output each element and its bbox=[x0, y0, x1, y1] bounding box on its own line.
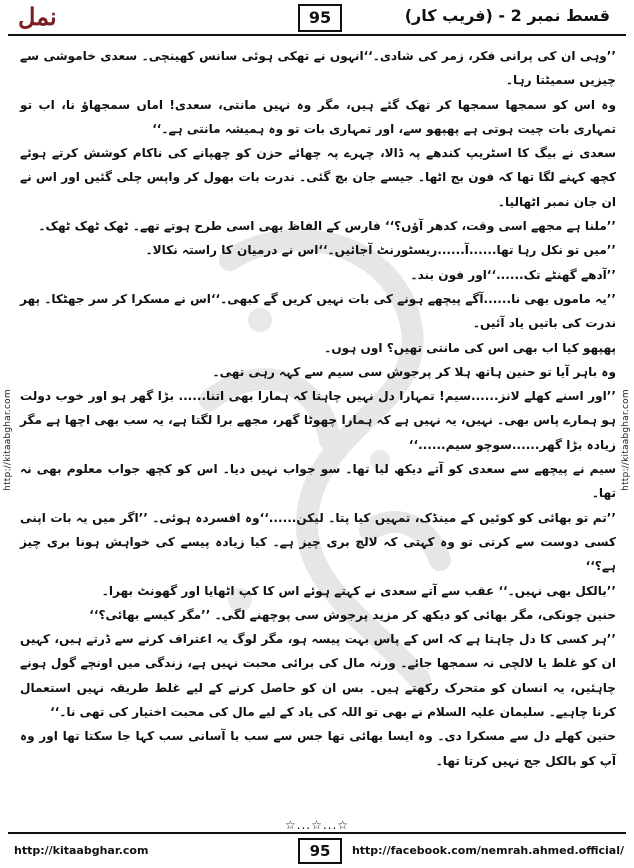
paragraph: ’’تم تو بھائی کو کوئیں کے مینڈک، تمہیں کیا پتا۔ لیکن......‘‘وہ افسردہ ہوئی۔ ’’اگر میں یہ بات اپنی کسی دوست سے کرتی تو وہ کہتی کہ لالچ بری چیز ہے۔ کیا زیادہ پیسے کی خواہش ہونا بری چیز ہے؟‘‘ bbox=[20, 510, 616, 574]
paragraph: وہ اس کو سمجھا سمجھا کر تھک گئے ہیں، مگر وہ نہیں مانتی، سعدی! اماں سمجھاؤ نا، اب تو تمہاری بات چیت ہوتی ہے پھپھو سے، اور تمہاری بات تو وہ ہمیشہ مانتی ہے۔‘‘ bbox=[20, 97, 616, 136]
paragraph: ’’بالکل بھی نہیں۔‘‘ عقب سے آتے سعدی نے کہتے ہوئے اس کا کپ اٹھایا اور گھونٹ بھرا۔ bbox=[101, 583, 616, 598]
page-footer bbox=[0, 836, 634, 868]
left-side-link-text[interactable]: http://kitaabghar.com bbox=[3, 389, 13, 491]
paragraph: وہ باہر آیا تو حنین ہاتھ ہلا کر پرجوش سی سیم سے کہہ رہی تھی۔ bbox=[212, 364, 616, 379]
header-rule bbox=[8, 34, 626, 36]
paragraph: پھپھو کیا اب بھی اس کی مانتی تھیں؟ اوں ہوں۔ bbox=[324, 340, 616, 355]
paragraph: ’’وہی ان کی پرانی فکر، زمر کی شادی۔‘‘انہوں نے تھکی ہوئی سانس کھینچی۔ سعدی خاموشی سے چیزیں سمیٹتا رہا۔ bbox=[20, 49, 616, 88]
episode-title: قسط نمبر 2 - (فریب کار) bbox=[404, 6, 610, 25]
paragraph: ’’آدھے گھنٹے تک......‘‘اور فون بند۔ bbox=[410, 267, 616, 282]
paragraph: سعدی نے بیگ کا اسٹریپ کندھے پہ ڈالا، چہرے پہ چھائے حزن کو چھپانے کی ناکام کوشش کرتے ہوئے کچھ کہنے لگا تھا کہ فون بج اٹھا۔ جیسے جان بچ گئی۔ ندرت بات بھول کر واپس چلی گئیں اور اس نے ان جان نمبر اٹھالیا۔ bbox=[20, 146, 616, 209]
footer-facebook-link[interactable]: http://facebook.com/nemrah.ahmed.official/ bbox=[351, 844, 624, 857]
right-side-link[interactable] bbox=[619, 120, 633, 760]
footer-page-number: 95 bbox=[298, 838, 342, 864]
paragraph: حنین چونکی، مگر بھائی کو دیکھ کر مزید پرجوش سی پوچھنے لگی۔ ’’مگر کیسے بھائی؟‘‘ bbox=[89, 607, 616, 622]
article-body bbox=[20, 44, 616, 773]
header-page-number: 95 bbox=[298, 4, 342, 32]
paragraph: ’’ملنا ہے مجھے اسی وقت، کدھر آؤں؟‘‘ فارس کے الفاظ بھی اسی طرح ہوتے تھے۔ ٹھک ٹھک ٹھک۔ bbox=[38, 219, 616, 234]
footer-site-link[interactable]: http://kitaabghar.com bbox=[14, 844, 149, 857]
paragraph: ’’یہ ماموں بھی نا......آگے پیچھے ہونے کی بات نہیں کریں گے کبھی۔‘‘اس نے مسکرا کر سر جھٹکا۔ پھر ندرت کی باتیں یاد آئیں۔ bbox=[20, 291, 616, 331]
paragraph: ’’ہر کسی کا دل چاہتا ہے کہ اس کے پاس بہت پیسہ ہو، مگر لوگ یہ اعتراف کرنے سے ڈرتے ہیں، کہیں ان کو غلط یا لالچی نہ سمجھا جائے۔ ورنہ مال کی برائی محبت نہیں ہے، زندگی میں اونچے گول ہونے چاہئیں، یہ انسان کو متحرک رکھتے ہیں۔ بس ان کو حاصل کرنے کے لیے غلط طریقہ نہیں استعمال کرنا چاہیے۔ سلیمان علیہ السلام نے بھی تو اللہ کی یاد کے لیے مال کی محبت اختیار کی تھی نا۔‘‘ bbox=[20, 632, 616, 720]
paragraph: ’’اور اسنے کھلے لانز......سیم! تمہارا دل نہیں چاہتا کہ ہمارا بھی اتنا...... بڑا گھر ہو اور خوب دولت ہو ہمارے پاس بھی۔ نہیں، یہ نہیں ہے کہ ہمارا چھوٹا گھر، مجھے برا لگتا ہے، یہ سب بھی اچھا ہے مگر زیادہ بڑا گھر......سوچو سیم......‘‘ bbox=[20, 389, 616, 452]
section-break: ☆...☆...☆ bbox=[284, 818, 350, 832]
paragraph: حنین کھلے دل سے مسکرا دی۔ وہ ایسا بھائی تھا جس سے سب با آسانی سب کہا جا سکتا تھا اور وہ آپ کو بالکل جج نہیں کرتا تھا۔ bbox=[20, 729, 616, 768]
paragraph: ’’میں تو نکل رہا تھا......آ......ریسٹورنٹ آجائیں۔‘‘اس نے درمیان کا راستہ نکالا۔ bbox=[145, 243, 616, 258]
magazine-logo: نمل bbox=[18, 2, 57, 31]
paragraph: سیم نے پیچھے سے سعدی کو آتے دیکھ لیا تھا۔ سو جواب نہیں دیا۔ اس کو کچھ جواب معلوم بھی نہ تھا۔ bbox=[20, 462, 616, 501]
left-side-link[interactable] bbox=[1, 120, 15, 760]
footer-rule bbox=[8, 832, 626, 834]
page-header bbox=[0, 0, 634, 34]
right-side-link-text[interactable]: http://kitaabghar.com bbox=[621, 389, 631, 491]
